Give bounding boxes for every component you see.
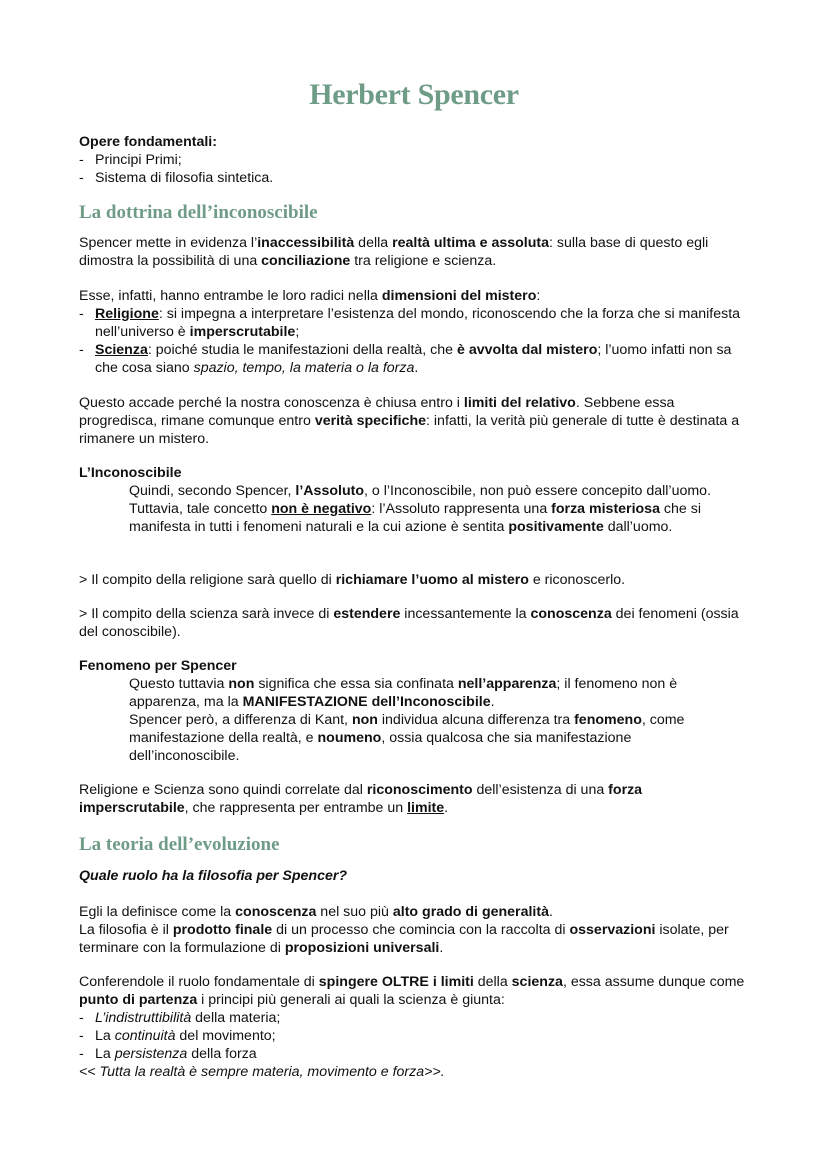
- list-item: - Sistema di filosofia sintetica.: [79, 170, 274, 186]
- text: della: [354, 235, 393, 251]
- bold-text: richiamare l’uomo al mistero: [335, 572, 529, 588]
- italic-text: persistenza: [114, 1046, 188, 1062]
- text: dell’esistenza di una: [472, 782, 609, 798]
- bold-text: forza imperscrutabile: [79, 782, 643, 816]
- text: .: [414, 360, 419, 376]
- text: : infatti, la verità più generale di tutte è destinata a rimanere un mistero.: [79, 413, 740, 447]
- bold-text: conoscenza: [530, 606, 612, 622]
- text: .: [548, 904, 553, 920]
- text: ;: [295, 324, 300, 340]
- bold-text: inaccessibilità: [257, 235, 355, 251]
- bold-text: è avvolta dal mistero: [457, 342, 598, 358]
- list-item-text: Principi Primi;: [95, 152, 182, 168]
- bold-text: alto grado di generalità: [392, 904, 549, 920]
- bold-underline-text: non è negativo: [271, 501, 372, 517]
- text: individua alcuna differenza tra: [377, 712, 575, 728]
- italic-text: continuità: [114, 1028, 176, 1044]
- bold-text: dimensioni del mistero: [381, 288, 537, 304]
- opere-section: [79, 133, 749, 187]
- text: : l’Assoluto rappresenta una: [371, 501, 552, 517]
- text: tra religione e scienza.: [350, 253, 497, 269]
- paragraph: [79, 605, 749, 641]
- indented-paragraph: [129, 675, 739, 765]
- bold-text: l’Assoluto: [295, 483, 364, 499]
- text: Questo tuttavia: [129, 676, 229, 692]
- text: e riconoscerlo.: [528, 572, 626, 588]
- text: Quindi, secondo Spencer,: [129, 483, 296, 499]
- bold-text: estendere: [333, 606, 401, 622]
- text: ; l’uomo infatti non sa che cosa siano: [95, 342, 732, 376]
- text: , che rappresenta per entrambe un: [184, 800, 408, 816]
- term-scienza: Scienza: [95, 342, 148, 358]
- bold-text: realtà ultima e assoluta: [392, 235, 550, 251]
- text: .: [439, 940, 444, 956]
- text: > Il compito della religione sarà quello di: [79, 572, 336, 588]
- italic-text: spazio, tempo, la materia o la forza: [193, 360, 415, 376]
- bold-text: verità specifiche: [314, 413, 427, 429]
- bold-text: riconoscimento: [366, 782, 473, 798]
- text: isolate, per terminare con la formulazione di: [79, 922, 729, 956]
- bold-text: punto di partenza: [79, 992, 198, 1008]
- text: Questo accade perché la nostra conoscenza è chiusa entro i: [79, 395, 464, 411]
- text: : sulla base di questo egli dimostra la possibilità di una: [79, 235, 709, 269]
- bold-text: conciliazione: [261, 253, 351, 269]
- text: La filosofia è il: [79, 922, 173, 938]
- text: Spencer però, a differenza di Kant,: [129, 712, 352, 728]
- list-item: - Scienza: poiché studia le manifestazioni della realtà, che è avvolta dal mistero; l’uomo infatti non sa che cosa siano spazio, tempo, la materia o la forza.: [79, 342, 732, 376]
- text: , essa assume dunque come: [562, 974, 745, 990]
- text: Egli la definisce come la: [79, 904, 236, 920]
- text: , ossia qualcosa che sia manifestazione dell’inconoscibile.: [129, 730, 632, 764]
- bold-text: positivamente: [508, 519, 604, 535]
- text: ; il fenomeno non è apparenza, ma la: [129, 676, 678, 710]
- bold-text: MANIFESTAZIONE dell’Inconoscibile: [242, 694, 491, 710]
- text: della materia;: [191, 1010, 281, 1026]
- bold-text: conoscenza: [235, 904, 317, 920]
- text: : poiché studia le manifestazioni della realtà, che: [147, 342, 457, 358]
- paragraph: [79, 234, 749, 270]
- list-item: - L’indistruttibilità della materia;: [79, 1010, 281, 1026]
- list-item: - La persistenza della forza: [79, 1046, 257, 1062]
- text: i principi più generali ai quali la scienza è giunta:: [197, 992, 505, 1008]
- subheading-inconoscibile: L’Inconoscibile: [79, 465, 182, 481]
- text: .: [444, 800, 449, 816]
- paragraph: [79, 903, 749, 957]
- text: , o l’Inconoscibile, non può essere concepito dall’uomo. Tuttavia, tale concetto: [129, 483, 712, 517]
- quote: << Tutta la realtà è sempre materia, movimento e forza>>.: [79, 1064, 445, 1080]
- paragraph: [79, 394, 749, 448]
- text: La: [95, 1046, 115, 1062]
- text: che si manifesta in tutti i fenomeni naturali e la cui azione è sentita: [129, 501, 701, 535]
- subheading-fenomeno: Fenomeno per Spencer: [79, 658, 237, 674]
- text: : si impegna a interpretare l’esistenza del mondo, riconoscendo che la forza che si manifesta nell’universo è: [95, 306, 741, 340]
- text: Esse, infatti, hanno entrambe le loro radici nella: [79, 288, 382, 304]
- list-item: - Principi Primi;: [79, 152, 182, 168]
- bold-text: noumeno: [317, 730, 382, 746]
- bold-text: osservazioni: [569, 922, 656, 938]
- list-item: - La continuità del movimento;: [79, 1028, 276, 1044]
- text: della forza: [187, 1046, 257, 1062]
- text: dall’uomo.: [603, 519, 673, 535]
- bold-text: fenomeno: [574, 712, 642, 728]
- text: incessantemente la: [400, 606, 531, 622]
- opere-heading: Opere fondamentali:: [79, 134, 217, 150]
- text: , come manifestazione della realtà, e: [129, 712, 685, 746]
- text: Religione e Scienza sono quindi correlate dal: [79, 782, 367, 798]
- section-heading-evoluzione: La teoria dell’evoluzione: [79, 834, 280, 855]
- paragraph: [79, 287, 749, 377]
- question: [79, 867, 749, 885]
- text: :: [536, 288, 541, 304]
- indented-paragraph: [129, 482, 739, 536]
- bold-text: non: [228, 676, 255, 692]
- text: del movimento;: [175, 1028, 276, 1044]
- bold-text: forza misteriosa: [551, 501, 660, 517]
- text: di un processo che comincia con la raccolta di: [272, 922, 570, 938]
- bold-text: prodotto finale: [172, 922, 273, 938]
- bold-text: imperscrutabile: [189, 324, 296, 340]
- text: . Sebbene essa progredisca, rimane comunque entro: [79, 395, 675, 429]
- term-religione: Religione: [95, 306, 159, 322]
- text: .: [490, 694, 495, 710]
- paragraph: [79, 781, 749, 817]
- text: Spencer mette in evidenza l’: [79, 235, 258, 251]
- text: dei fenomeni (ossia del conoscibile).: [79, 606, 739, 640]
- text: nel suo più: [316, 904, 393, 920]
- page-title: Herbert Spencer: [309, 78, 519, 111]
- text: La: [95, 1028, 115, 1044]
- bold-text: limiti del relativo: [463, 395, 576, 411]
- list-item: - Religione: si impegna a interpretare l’esistenza del mondo, riconoscendo che la forza che si manifesta nell’universo è imperscrutabile;: [79, 306, 741, 340]
- bold-text: non: [351, 712, 378, 728]
- bold-underline-text: limite: [407, 800, 445, 816]
- subheading: [79, 657, 749, 675]
- list-item-text: Sistema di filosofia sintetica.: [95, 170, 274, 186]
- bold-text: scienza: [511, 974, 563, 990]
- section-heading-dottrina: La dottrina dell’inconoscibile: [79, 202, 318, 223]
- bold-text: proposizioni universali: [284, 940, 440, 956]
- bold-text: nell’apparenza: [457, 676, 557, 692]
- subheading: [79, 464, 749, 482]
- text: significa che essa sia confinata: [254, 676, 458, 692]
- text: > Il compito della scienza sarà invece di: [79, 606, 334, 622]
- question-text: Quale ruolo ha la filosofia per Spencer?: [79, 868, 348, 884]
- text: della: [473, 974, 512, 990]
- italic-text: L’indistruttibilità: [95, 1010, 192, 1026]
- paragraph: [79, 973, 749, 1081]
- bold-text: spingere OLTRE i limiti: [318, 974, 474, 990]
- paragraph: [79, 571, 749, 589]
- text: Conferendole il ruolo fondamentale di: [79, 974, 319, 990]
